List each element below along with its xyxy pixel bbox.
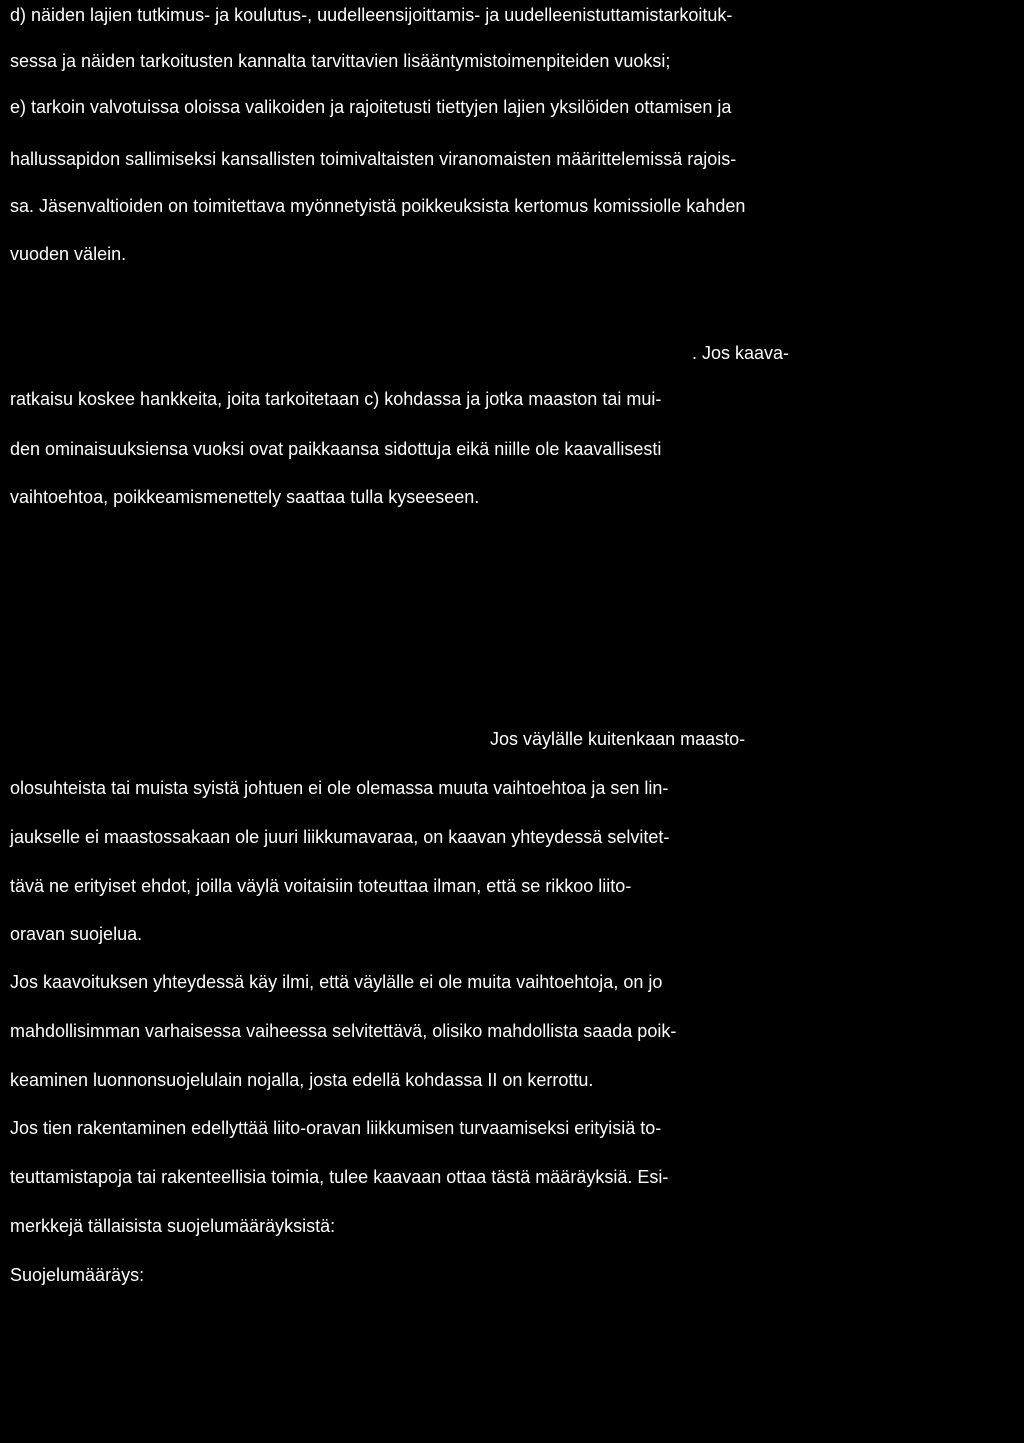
text-line: teuttamistapoja tai rakenteellisia toimia, tulee kaavaan ottaa tästä määräyksiä. Esi-	[10, 1167, 669, 1187]
text-line: vuoden välein.	[10, 244, 127, 264]
text-line: oravan suojelua.	[10, 924, 143, 944]
text-line: . Jos kaava-	[692, 343, 790, 363]
text-line: tävä ne erityiset ehdot, joilla väylä voitaisiin toteuttaa ilman, että se rikkoo liito-	[10, 876, 632, 896]
text-line: olosuhteista tai muista syistä johtuen ei ole olemassa muuta vaihtoehtoa ja sen lin-	[10, 778, 669, 798]
text-line: Jos kaavoituksen yhteydessä käy ilmi, että väylälle ei ole muita vaihtoehtoja, on jo	[10, 972, 663, 992]
text-line: merkkejä tällaisista suojelumääräyksistä:	[10, 1216, 336, 1236]
text-line: vaihtoehtoa, poikkeamismenettely saattaa tulla kyseeseen.	[10, 487, 480, 507]
text-line: jaukselle ei maastossakaan ole juuri liikkumavaraa, on kaavan yhteydessä selvitet-	[10, 827, 670, 847]
text-line: hallussapidon sallimiseksi kansallisten toimivaltaisten viranomaisten määrittelemissä rajois-	[10, 149, 737, 169]
text-line: Suojelumääräys:	[10, 1265, 145, 1285]
text-line: sa. Jäsenvaltioiden on toimitettava myönnetyistä poikkeuksista kertomus komissiolle kahden	[10, 196, 746, 216]
text-line: Jos väylälle kuitenkaan maasto-	[490, 729, 746, 749]
text-line: sessa ja näiden tarkoitusten kannalta tarvittavien lisääntymistoimenpiteiden vuoksi;	[10, 51, 671, 71]
text-line: e) tarkoin valvotuissa oloissa valikoiden ja rajoitetusti tiettyjen lajien yksilöiden ottamisen ja	[10, 97, 732, 117]
text-line: den ominaisuuksiensa vuoksi ovat paikkaansa sidottuja eikä niille ole kaavallisesti	[10, 439, 662, 459]
text-line: mahdollisimman varhaisessa vaiheessa selvitettävä, olisiko mahdollista saada poik-	[10, 1021, 677, 1041]
text-line: Jos tien rakentaminen edellyttää liito-oravan liikkumisen turvaamiseksi erityisiä to-	[10, 1118, 662, 1138]
text-line: d) näiden lajien tutkimus- ja koulutus-, uudelleensijoittamis- ja uudelleenistuttamistarkoituk-	[10, 5, 733, 25]
text-line: ratkaisu koskee hankkeita, joita tarkoitetaan c) kohdassa ja jotka maaston tai mui-	[10, 389, 662, 409]
text-line: keaminen luonnonsuojelulain nojalla, josta edellä kohdassa II on kerrottu.	[10, 1070, 594, 1090]
